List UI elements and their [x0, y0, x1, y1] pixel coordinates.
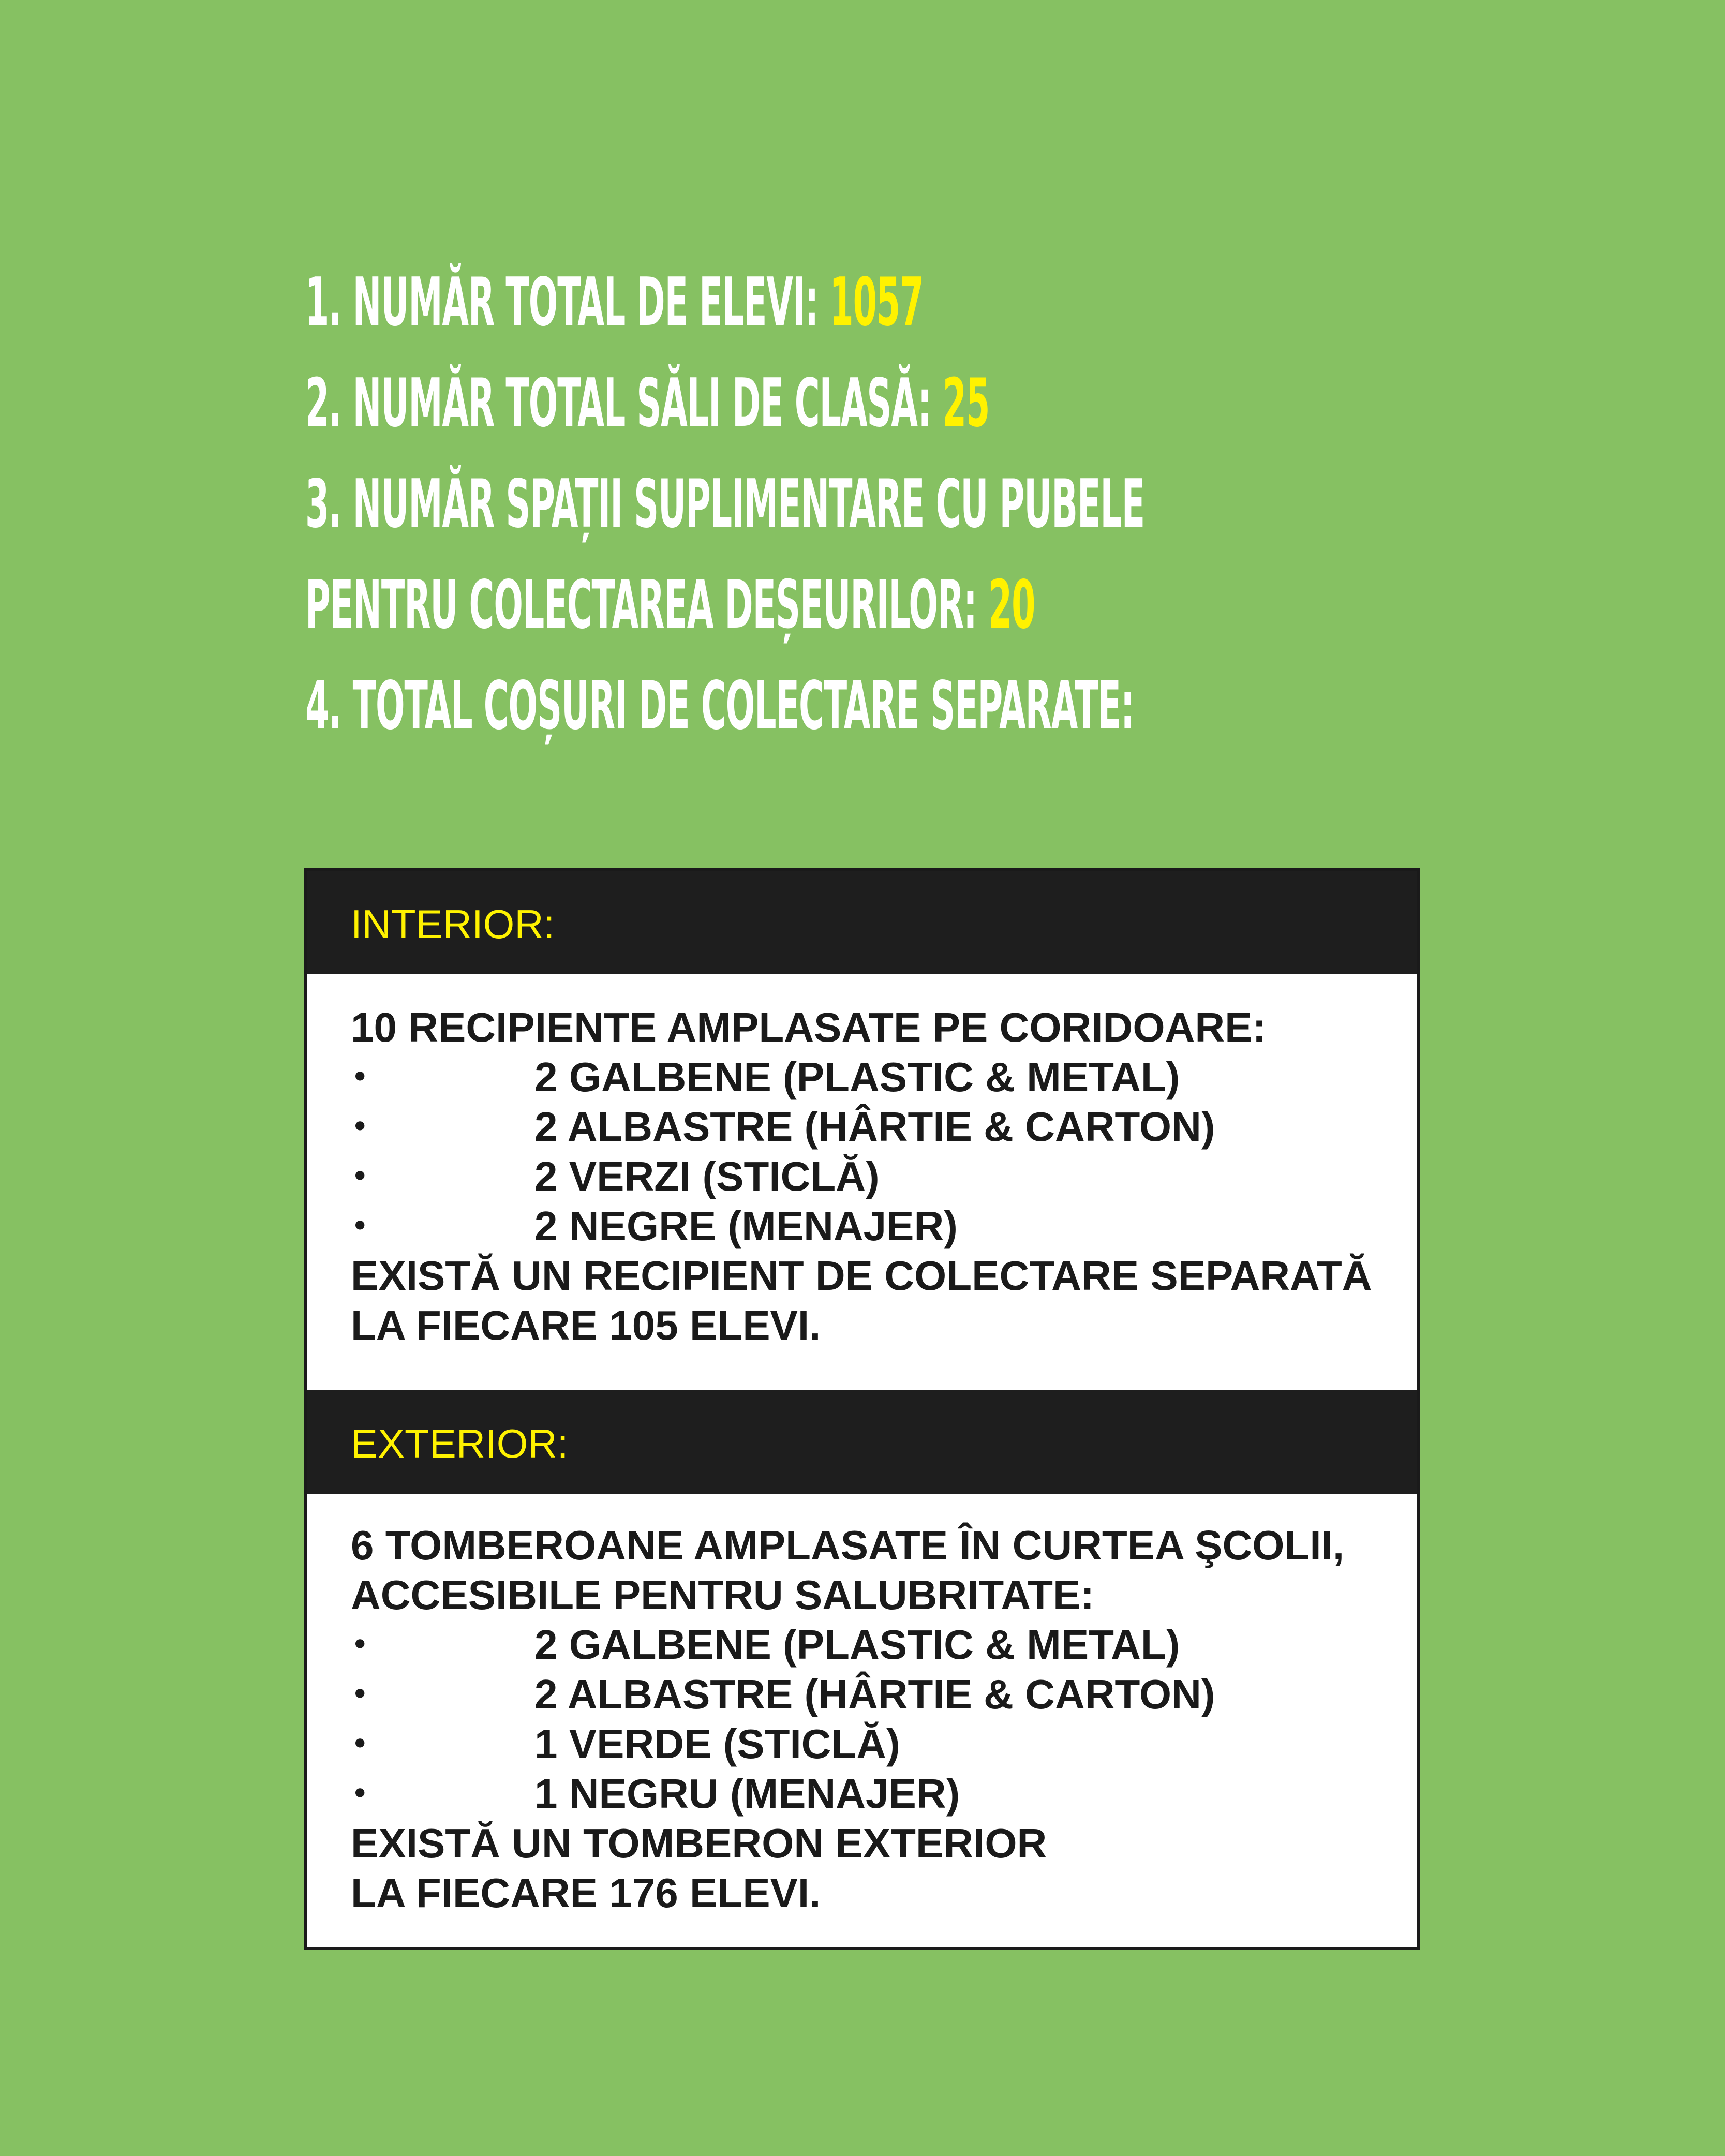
interior-note: LA FIECARE 105 ELEVI. — [351, 1302, 821, 1348]
interior-item: 2 VERZI (STICLĂ) — [534, 1153, 880, 1199]
exterior-item: 2 GALBENE (PLASTIC & METAL) — [534, 1622, 1180, 1668]
stat-label: 4. TOTAL COȘURI DE COLECTARE SEPARATE: — [305, 667, 1134, 745]
exterior-title: EXTERIOR: — [351, 1421, 569, 1466]
exterior-intro: 6 TOMBEROANE AMPLASATE ÎN CURTEA ŞCOLII, — [351, 1522, 1345, 1568]
interior-item: 2 ALBASTRE (HÂRTIE & CARTON) — [534, 1104, 1215, 1150]
stat-label: 3. NUMĂR SPAȚII SUPLIMENTARE CU PUBELE — [305, 466, 1145, 543]
interior-intro: 10 RECIPIENTE AMPLASATE PE CORIDOARE: — [351, 1004, 1267, 1050]
stat-total-students — [305, 252, 1005, 353]
interior-item: 2 NEGRE (MENAJER) — [534, 1203, 958, 1249]
bullet-icon: • — [351, 1627, 369, 1663]
bullet-icon: • — [351, 1109, 369, 1145]
exterior-note: EXISTĂ UN TOMBERON EXTERIOR — [351, 1820, 1047, 1866]
exterior-note: LA FIECARE 176 ELEVI. — [351, 1870, 821, 1916]
stat-label: 2. NUMĂR TOTAL SĂLI DE CLASĂ: — [305, 365, 943, 442]
stat-label: PENTRU COLECTAREA DEȘEURILOR: — [305, 567, 988, 644]
stat-value: 20 — [988, 567, 1035, 644]
exterior-item: 2 ALBASTRE (HÂRTIE & CARTON) — [534, 1671, 1215, 1717]
exterior-intro: ACCESIBILE PENTRU SALUBRITATE: — [351, 1572, 1095, 1618]
stat-extra-spaces-line-2 — [305, 555, 1035, 656]
stat-extra-spaces-line-1 — [305, 454, 1145, 555]
exterior-item: 1 VERDE (STICLĂ) — [534, 1721, 900, 1767]
stats-list — [305, 252, 1650, 756]
interior-body — [307, 974, 1417, 1390]
bullet-icon: • — [351, 1059, 369, 1095]
exterior-body — [307, 1494, 1417, 1947]
exterior-header — [307, 1390, 1417, 1494]
stat-total-bins — [305, 656, 1134, 756]
bullet-icon: • — [351, 1726, 369, 1762]
interior-item: 2 GALBENE (PLASTIC & METAL) — [534, 1054, 1180, 1100]
bullet-icon: • — [351, 1208, 369, 1244]
bullet-icon: • — [351, 1676, 369, 1713]
stat-label: 1. NUMĂR TOTAL DE ELEVI: — [305, 264, 830, 341]
bins-panel — [304, 868, 1420, 1950]
stat-value: 25 — [942, 365, 990, 442]
stat-total-classrooms — [305, 353, 1005, 454]
interior-title: INTERIOR: — [351, 901, 555, 947]
exterior-item: 1 NEGRU (MENAJER) — [534, 1771, 960, 1817]
bullet-icon: • — [351, 1776, 369, 1812]
interior-header — [307, 871, 1417, 974]
interior-note: EXISTĂ UN RECIPIENT DE COLECTARE SEPARATĂ — [351, 1253, 1372, 1299]
bullet-icon: • — [351, 1158, 369, 1195]
stat-value: 1057 — [829, 264, 924, 341]
